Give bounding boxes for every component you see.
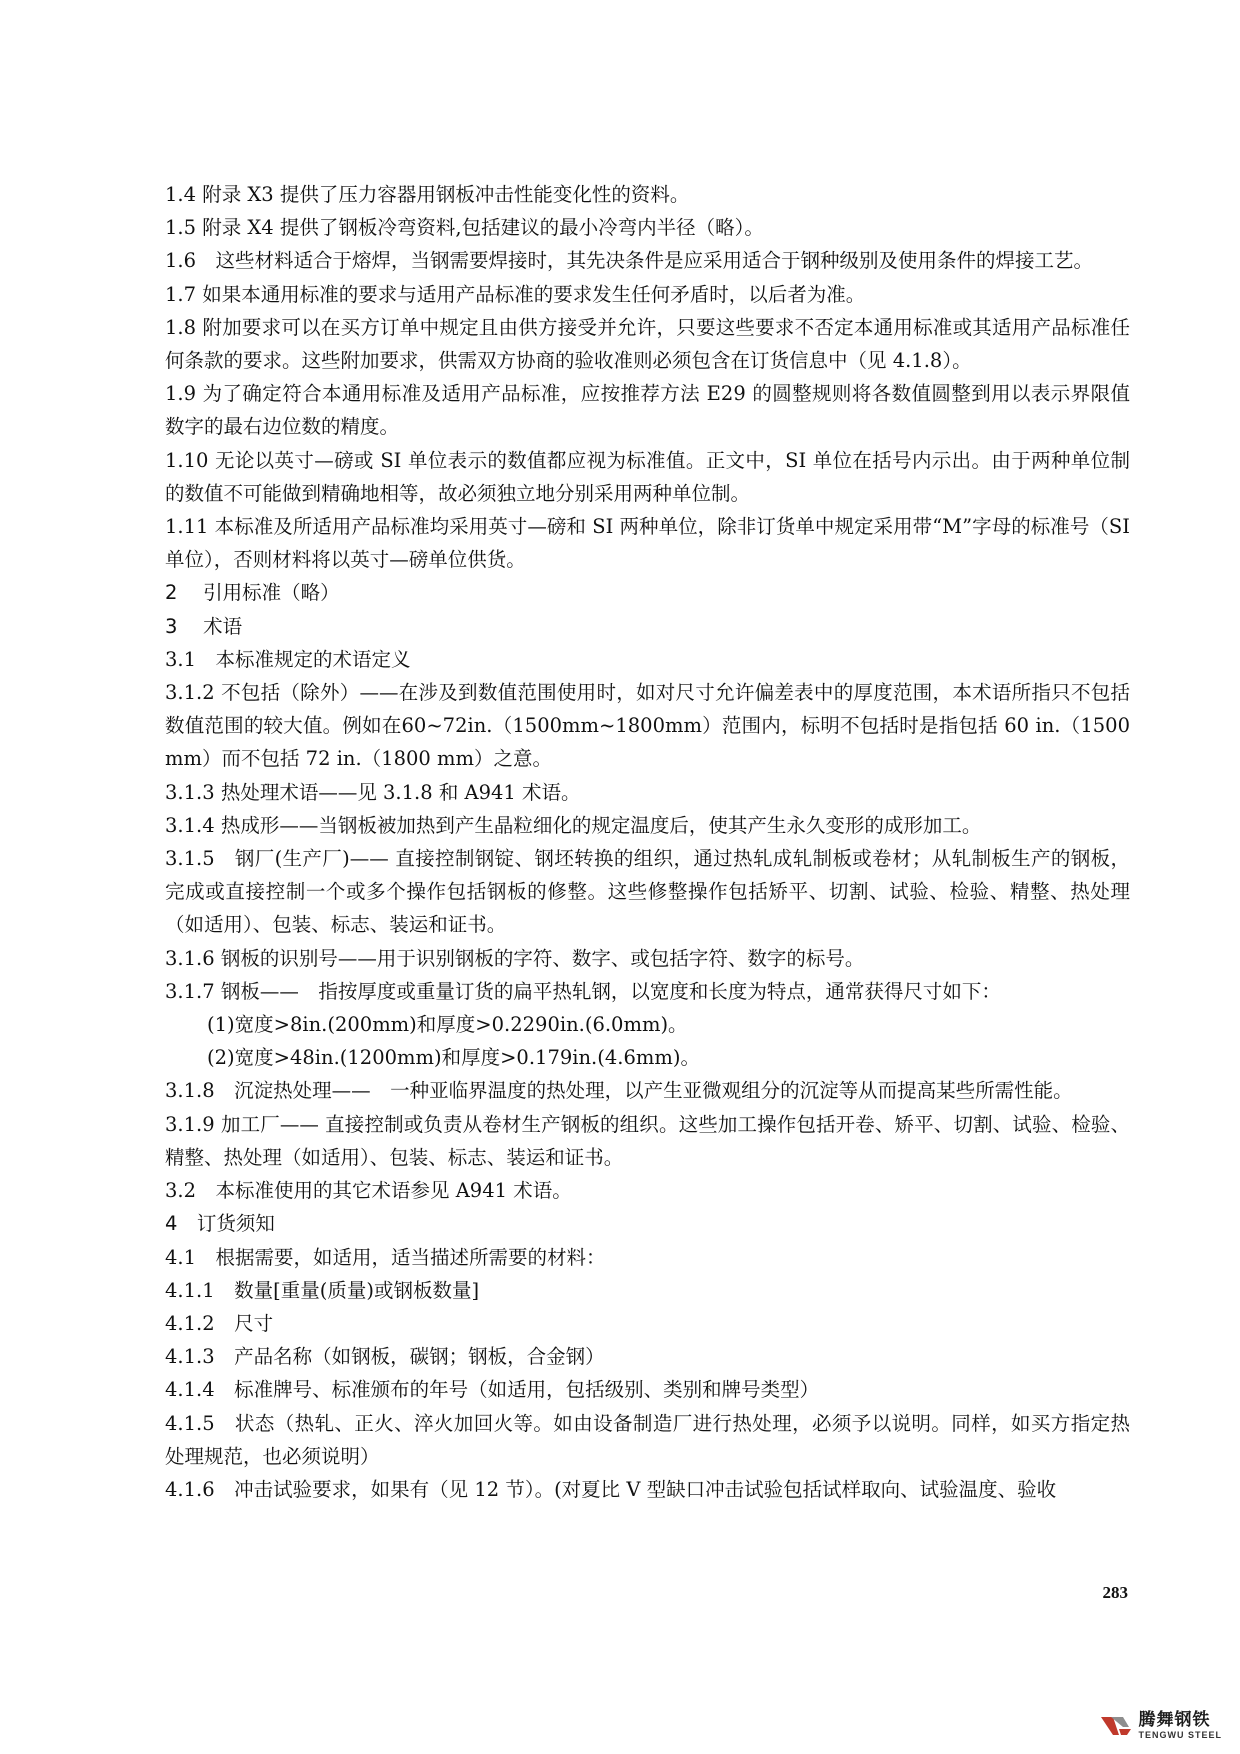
paragraph: 1.5 附录 X4 提供了钢板冷弯资料,包括建议的最小冷弯内半径（略）。 — [165, 216, 764, 240]
section-heading: 2 引用标准（略） — [165, 581, 340, 605]
paragraph: 1.11 本标准及所适用产品标准均采用英寸—磅和 SI 两种单位，除非订货单中规定采用带“M”字母的标准号（SI 单位），否则材料将以英寸—磅单位供货。 — [165, 515, 1137, 572]
page-number: 283 — [1102, 1583, 1128, 1602]
paragraph: 1.10 无论以英寸—磅或 SI 单位表示的数值都应视为标准值。正文中，SI 单位在括号内示出。由于两种单位制的数值不可能做到精确地相等，故必须独立地分别采用两种单位制。 — [165, 448, 1130, 505]
paragraph: 4.1.5 状态（热轧、正火、淬火加回火等。如由设备制造厂进行热处理，必须予以说明。同样，如买方指定热处理规范，也必须说明） — [165, 1411, 1130, 1468]
paragraph: 3.1.7 钢板—— 指按厚度或重量订货的扁平热轧钢，以宽度和长度为特点，通常获得尺寸如下： — [165, 979, 1001, 1003]
paragraph: 3.1.3 热处理术语——见 3.1.8 和 A941 术语。 — [165, 780, 581, 804]
paragraph: 3.1.5 钢厂(生产厂)—— 直接控制钢锭、钢坯转换的组织，通过热轧成轧制板或卷材；从轧制板生产的钢板，完成或直接控制一个或多个操作包括钢板的修整。这些修整操作包括矫平、切割、试验、检验、精整、热处理（如适用）、包装、标志、装运和证书。 — [165, 847, 1130, 937]
paragraph: 3.1.2 不包括（除外）——在涉及到数值范围使用时，如对尺寸允许偏差表中的厚度范围，本术语所指只不包括数值范围的较大值。例如在60~72in.（1500mm~1800mm）范围内，标明不包括时是指包括 60 in.（1500 mm）而不包括 72 in.（1800 mm）之意。 — [165, 681, 1137, 771]
paragraph: 1.9 为了确定符合本通用标准及适用产品标准，应按推荐方法 E29 的圆整规则将各数值圆整到用以表示界限值数字的最右边位数的精度。 — [165, 382, 1130, 439]
paragraph: 4.1 根据需要，如适用，适当描述所需要的材料： — [165, 1245, 606, 1269]
logo-name-cn: 腾舞钢铁 — [1138, 1710, 1211, 1730]
paragraph: 3.2 本标准使用的其它术语参见 A941 术语。 — [165, 1179, 572, 1203]
paragraph: 4.1.6 冲击试验要求，如果有（见 12 节）。(对夏比 V 型缺口冲击试验包括试样取向、试验温度、验收 — [165, 1477, 1057, 1501]
paragraph: 4.1.4 标准牌号、标准颁布的年号（如适用，包括级别、类别和牌号类型） — [165, 1378, 820, 1402]
brand-logo — [1099, 1712, 1223, 1740]
document-body — [165, 178, 1137, 1506]
section-heading: 4 订货须知 — [165, 1212, 275, 1236]
paragraph: (2)宽度>48in.(1200mm)和厚度>0.179in.(4.6mm)。 — [207, 1046, 700, 1070]
paragraph: 3.1.8 沉淀热处理—— 一种亚临界温度的热处理，以产生亚微观组分的沉淀等从而提高某些所需性能。 — [165, 1079, 1073, 1103]
paragraph: 3.1 本标准规定的术语定义 — [165, 647, 411, 671]
section-heading: 3 术语 — [165, 614, 243, 638]
paragraph: 4.1.3 产品名称（如钢板，碳钢；钢板，合金钢） — [165, 1345, 605, 1369]
paragraph: 1.4 附录 X3 提供了压力容器用钢板冲击性能变化性的资料。 — [165, 183, 690, 206]
tengwu-logo-icon — [1099, 1713, 1133, 1739]
paragraph: 1.7 如果本通用标准的要求与适用产品标准的要求发生任何矛盾时，以后者为准。 — [165, 282, 866, 306]
paragraph: 3.1.6 钢板的识别号——用于识别钢板的字符、数字、或包括字符、数字的标号。 — [165, 946, 865, 970]
logo-text — [1139, 1712, 1223, 1740]
paragraph: 1.6 这些材料适合于熔焊，当钢需要焊接时，其先决条件是应采用适合于钢种级别及使用条件的焊接工艺。 — [165, 249, 1094, 273]
paragraph: 1.8 附加要求可以在买方订单中规定且由供方接受并允许，只要这些要求不否定本通用标准或其适用产品标准任何条款的要求。这些附加要求，供需双方协商的验收准则必须包含在订货信息中（见 4.1.8）。 — [165, 315, 1130, 373]
paragraph: 4.1.2 尺寸 — [165, 1311, 274, 1335]
paragraph: 4.1.1 数量[重量(质量)或钢板数量] — [165, 1278, 480, 1302]
paragraph: (1)宽度>8in.(200mm)和厚度>0.2290in.(6.0mm)。 — [207, 1013, 688, 1037]
paragraph: 3.1.9 加工厂—— 直接控制或负责从卷材生产钢板的组织。这些加工操作包括开卷、矫平、切割、试验、检验、精整、热处理（如适用）、包装、标志、装运和证书。 — [165, 1112, 1130, 1169]
paragraph: 3.1.4 热成形——当钢板被加热到产生晶粒细化的规定温度后，使其产生永久变形的成形加工。 — [165, 813, 982, 837]
logo-name-en: TENGWU STEEL — [1138, 1730, 1222, 1740]
